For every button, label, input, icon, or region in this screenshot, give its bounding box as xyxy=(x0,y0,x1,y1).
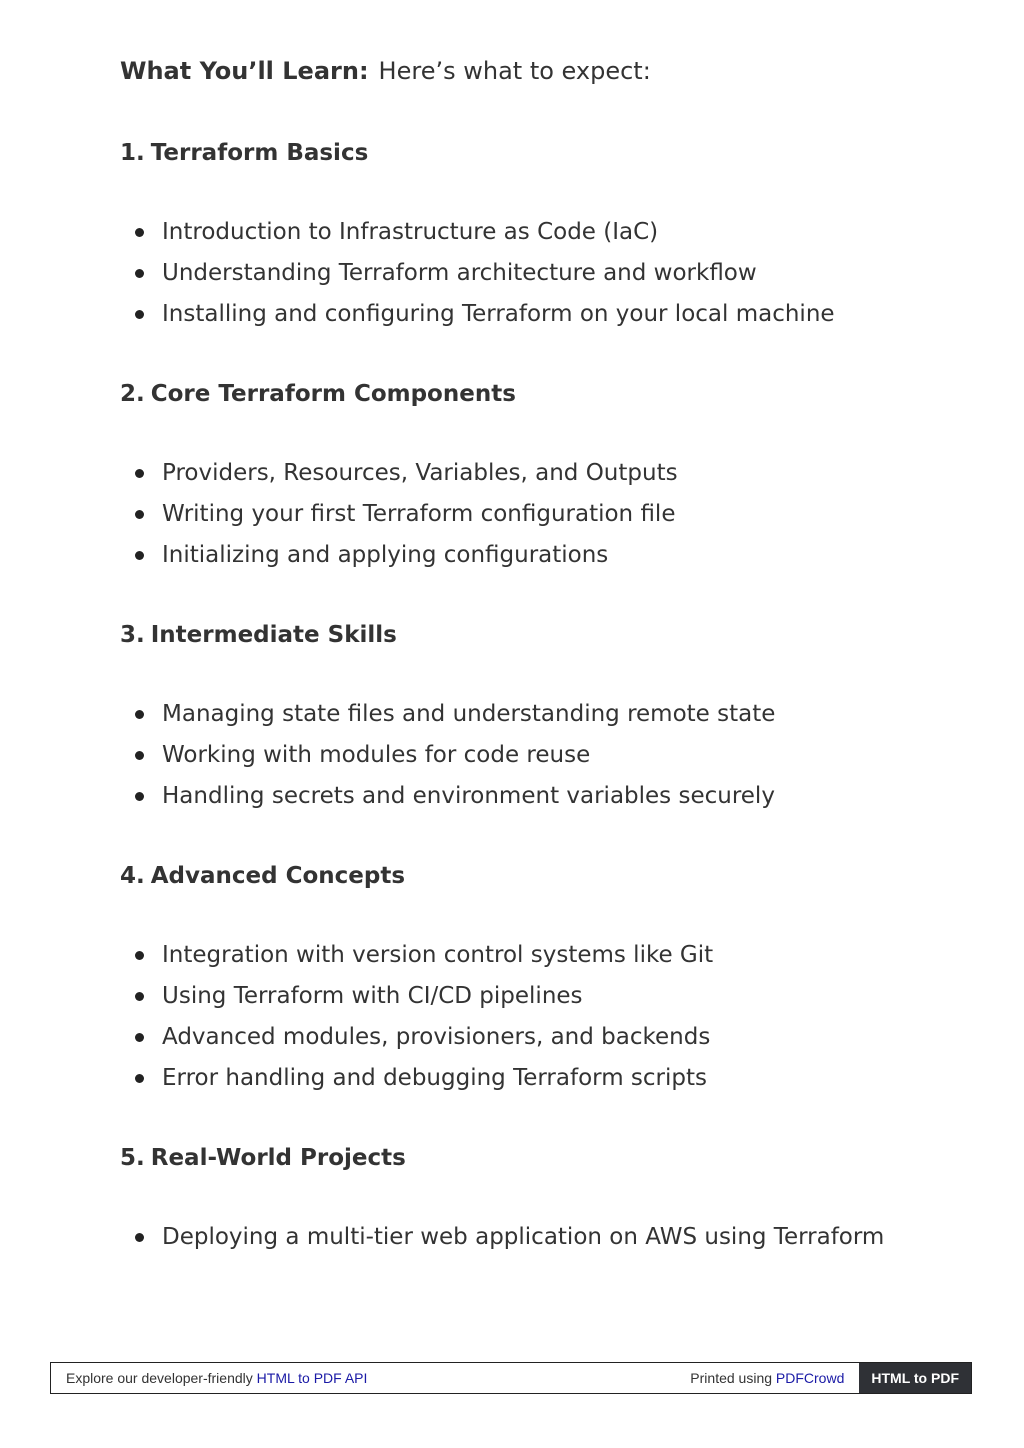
bullet-icon xyxy=(135,1233,144,1242)
list-item: Working with modules for code reuse xyxy=(120,735,920,776)
bullet-icon xyxy=(135,469,144,478)
list-item: Installing and configuring Terraform on your local machine xyxy=(120,294,920,335)
list-item: Managing state files and understanding remote state xyxy=(120,694,920,735)
section-title: Real-World Projects xyxy=(150,1145,406,1171)
section-title: Terraform Basics xyxy=(150,140,369,166)
section-heading xyxy=(120,612,920,658)
print-footer-bar xyxy=(50,1362,972,1394)
bullet-list xyxy=(120,212,920,335)
section-title: Advanced Concepts xyxy=(150,863,406,889)
section-advanced-concepts xyxy=(120,853,920,1099)
bullet-icon xyxy=(135,510,144,519)
html-to-pdf-api-link[interactable]: HTML to PDF API xyxy=(256,1370,368,1386)
list-item: Introduction to Infrastructure as Code (IaC) xyxy=(120,212,920,253)
bullet-list xyxy=(120,1217,920,1258)
section-heading xyxy=(120,130,920,176)
pdfcrowd-link[interactable]: PDFCrowd xyxy=(775,1370,845,1386)
section-heading xyxy=(120,371,920,417)
section-intermediate-skills xyxy=(120,612,920,817)
list-item: Understanding Terraform architecture and workflow xyxy=(120,253,920,294)
bullet-icon xyxy=(135,551,144,560)
bullet-icon xyxy=(135,228,144,237)
html-to-pdf-button[interactable]: HTML to PDF xyxy=(859,1363,971,1393)
bullet-list xyxy=(120,694,920,817)
intro-lead: What You’ll Learn: xyxy=(120,57,369,85)
section-number: 4. xyxy=(120,863,145,889)
document-content xyxy=(120,48,920,1258)
list-item: Writing your first Terraform configuration file xyxy=(120,494,920,535)
section-heading xyxy=(120,853,920,899)
footer-explore xyxy=(51,1370,690,1386)
intro-text: Here’s what to expect: xyxy=(378,57,651,85)
bullet-icon xyxy=(135,1033,144,1042)
section-heading xyxy=(120,1135,920,1181)
list-item: Providers, Resources, Variables, and Outputs xyxy=(120,453,920,494)
bullet-icon xyxy=(135,992,144,1001)
bullet-icon xyxy=(135,751,144,760)
section-number: 2. xyxy=(120,381,145,407)
section-title: Intermediate Skills xyxy=(150,622,397,648)
bullet-list xyxy=(120,453,920,576)
bullet-icon xyxy=(135,792,144,801)
intro-line xyxy=(120,48,920,94)
list-item: Using Terraform with CI/CD pipelines xyxy=(120,976,920,1017)
section-number: 1. xyxy=(120,140,145,166)
bullet-list xyxy=(120,935,920,1099)
bullet-icon xyxy=(135,951,144,960)
footer-explore-text: Explore our developer-friendly xyxy=(66,1370,253,1386)
bullet-icon xyxy=(135,310,144,319)
section-title: Core Terraform Components xyxy=(150,381,516,407)
list-item: Integration with version control systems like Git xyxy=(120,935,920,976)
section-real-world-projects xyxy=(120,1135,920,1258)
footer-printed xyxy=(690,1370,859,1386)
list-item: Error handling and debugging Terraform scripts xyxy=(120,1058,920,1099)
section-number: 3. xyxy=(120,622,145,648)
list-item: Deploying a multi-tier web application on AWS using Terraform xyxy=(120,1217,920,1258)
bullet-icon xyxy=(135,1074,144,1083)
footer-printed-text: Printed using xyxy=(690,1370,773,1386)
section-terraform-basics xyxy=(120,130,920,335)
bullet-icon xyxy=(135,710,144,719)
bullet-icon xyxy=(135,269,144,278)
list-item: Initializing and applying configurations xyxy=(120,535,920,576)
list-item: Handling secrets and environment variables securely xyxy=(120,776,920,817)
section-core-components xyxy=(120,371,920,576)
list-item: Advanced modules, provisioners, and backends xyxy=(120,1017,920,1058)
section-number: 5. xyxy=(120,1145,145,1171)
